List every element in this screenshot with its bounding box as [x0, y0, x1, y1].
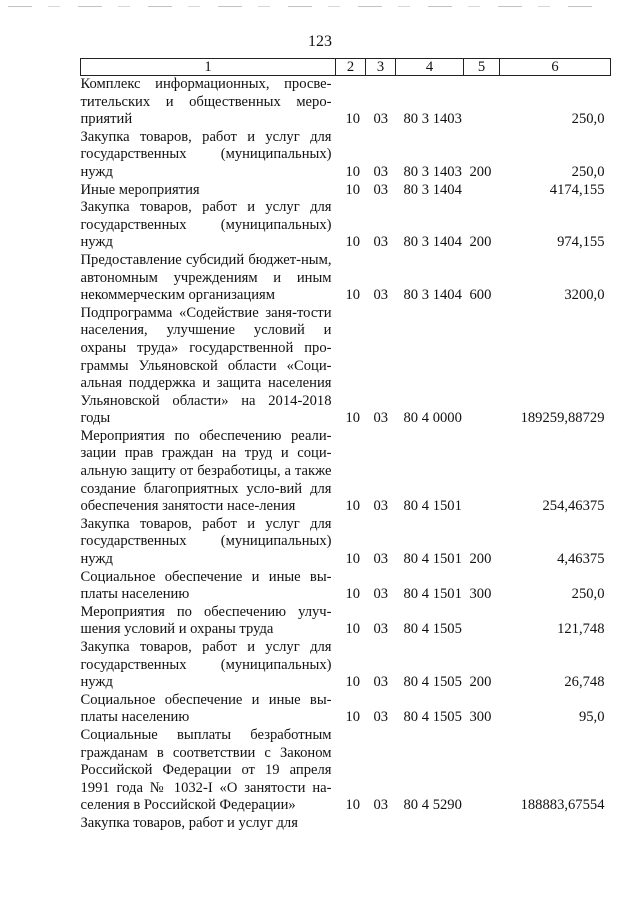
row-expense-type: 200 — [469, 163, 492, 180]
table-row — [81, 76, 611, 129]
row-section: 10 — [345, 111, 361, 128]
row-expense-type: 200 — [469, 674, 492, 691]
row-section: 10 — [345, 551, 361, 568]
table-row — [81, 604, 611, 639]
row-name: Подпрограмма «Содействие заня-тости населения, улучшение условий и охраны труда» государственной про-граммы Ульяновской области «Соци-альная поддержка и защита населения Ульяновской области» на 2014-2018 годы — [80, 304, 332, 427]
row-section — [336, 815, 366, 833]
header-col-4: 4 — [396, 59, 464, 76]
row-amount — [500, 815, 611, 833]
row-section: 10 — [345, 586, 361, 603]
row-expense-type: 200 — [469, 551, 492, 568]
row-expense-type — [464, 428, 500, 516]
header-col-6: 6 — [500, 59, 611, 76]
row-target-article: 80 4 1501 — [403, 498, 462, 515]
row-target-article: 80 4 0000 — [403, 410, 462, 427]
row-amount: 121,748 — [557, 621, 605, 638]
row-name: Закупка товаров, работ и услуг для — [80, 814, 298, 831]
header-col-5: 5 — [464, 59, 500, 76]
row-expense-type: 300 — [469, 709, 492, 726]
table-row — [81, 305, 611, 428]
row-name: Иные мероприятия — [80, 181, 200, 198]
row-subsection — [366, 815, 396, 833]
row-amount: 974,155 — [557, 234, 605, 251]
row-section: 10 — [345, 287, 361, 304]
row-section: 10 — [345, 621, 361, 638]
row-section: 10 — [345, 181, 361, 198]
row-name: Закупка товаров, работ и услуг для государственных (муниципальных) нужд — [80, 199, 332, 251]
table-row — [81, 815, 611, 833]
table-header-row — [81, 59, 611, 76]
table-row — [81, 252, 611, 305]
row-subsection: 03 — [373, 287, 389, 304]
table-row — [81, 692, 611, 727]
page-number: 123 — [308, 33, 332, 50]
row-amount: 188883,67554 — [520, 797, 605, 814]
row-section: 10 — [345, 709, 361, 726]
row-amount: 4174,155 — [549, 181, 605, 198]
row-amount: 26,748 — [564, 674, 605, 691]
row-section: 10 — [345, 410, 361, 427]
row-expense-type — [464, 305, 500, 428]
row-subsection: 03 — [373, 621, 389, 638]
row-name: Закупка товаров, работ и услуг для государственных (муниципальных) нужд — [80, 515, 332, 568]
row-target-article: 80 3 1404 — [403, 181, 462, 198]
row-subsection: 03 — [373, 674, 389, 691]
row-subsection: 03 — [373, 498, 389, 515]
budget-table — [80, 58, 611, 833]
row-subsection: 03 — [373, 163, 389, 180]
row-section: 10 — [345, 797, 361, 814]
row-name: Предоставление субсидий бюджет-ным, автономным учреждениям и иным некоммерческим организациям — [80, 251, 332, 304]
table-row — [81, 182, 611, 200]
row-expense-type: 200 — [469, 234, 492, 251]
row-expense-type: 600 — [469, 287, 492, 304]
row-amount: 95,0 — [578, 709, 605, 726]
row-target-article: 80 4 1501 — [403, 551, 462, 568]
row-target-article: 80 3 1404 — [403, 234, 462, 251]
row-name: Социальные выплаты безработным гражданам в соответствии с Законом Российской Федерации от 19 апреля 1991 года № 1032-I «О занятости на-селения в Российской Федерации» — [80, 726, 332, 814]
row-name: Социальное обеспечение и иные вы-платы населению — [80, 568, 332, 603]
row-expense-type: 300 — [469, 586, 492, 603]
row-target-article: 80 4 1505 — [403, 674, 462, 691]
row-target-article: 80 4 1501 — [403, 586, 462, 603]
row-amount: 250,0 — [571, 111, 605, 128]
row-subsection: 03 — [373, 410, 389, 427]
row-subsection: 03 — [373, 709, 389, 726]
row-expense-type — [464, 604, 500, 639]
row-target-article — [396, 815, 464, 833]
table-row — [81, 516, 611, 569]
row-subsection: 03 — [373, 797, 389, 814]
row-amount: 189259,88729 — [520, 410, 605, 427]
row-expense-type — [464, 727, 500, 815]
row-subsection: 03 — [373, 551, 389, 568]
row-name: Закупка товаров, работ и услуг для государственных (муниципальных) нужд — [80, 128, 332, 180]
table-row — [81, 727, 611, 815]
header-col-2: 2 — [336, 59, 366, 76]
row-subsection: 03 — [373, 111, 389, 128]
table-row — [81, 639, 611, 692]
row-target-article: 80 4 5290 — [403, 797, 462, 814]
row-section: 10 — [345, 674, 361, 691]
row-section: 10 — [345, 234, 361, 251]
row-amount: 250,0 — [571, 163, 605, 180]
row-amount: 4,46375 — [557, 551, 605, 568]
table-row — [81, 569, 611, 604]
row-target-article: 80 4 1505 — [403, 621, 462, 638]
table-row — [81, 199, 611, 252]
row-name: Мероприятия по обеспечению реали-зации прав граждан на труд и соци-альную защиту от безработицы, а также создание благоприятных усло-вий для обеспечения занятости насе-ления — [80, 427, 332, 515]
row-expense-type — [464, 182, 500, 200]
row-amount: 3200,0 — [564, 287, 605, 304]
table-row — [81, 129, 611, 182]
table-body — [81, 76, 611, 833]
row-name: Закупка товаров, работ и услуг для государственных (муниципальных) нужд — [80, 639, 332, 691]
row-amount: 254,46375 — [542, 498, 605, 515]
row-subsection: 03 — [373, 586, 389, 603]
row-name: Комплекс информационных, просве-тительских и общественных меро-приятий — [80, 76, 332, 128]
row-expense-type — [464, 76, 500, 129]
row-name: Социальное обеспечение и иные вы-платы населению — [80, 691, 332, 726]
row-target-article: 80 3 1404 — [403, 287, 462, 304]
row-expense-type — [464, 815, 500, 833]
row-name: Мероприятия по обеспечению улуч-шения условий и охраны труда — [80, 603, 332, 638]
header-col-1: 1 — [81, 59, 336, 76]
table-row — [81, 428, 611, 516]
row-target-article: 80 4 1505 — [403, 709, 462, 726]
row-section: 10 — [345, 163, 361, 180]
row-amount: 250,0 — [571, 586, 605, 603]
row-target-article: 80 3 1403 — [403, 163, 462, 180]
row-section: 10 — [345, 498, 361, 515]
row-subsection: 03 — [373, 234, 389, 251]
row-target-article: 80 3 1403 — [403, 111, 462, 128]
row-subsection: 03 — [373, 181, 389, 198]
header-col-3: 3 — [366, 59, 396, 76]
scan-edge-artifact — [8, 6, 608, 7]
